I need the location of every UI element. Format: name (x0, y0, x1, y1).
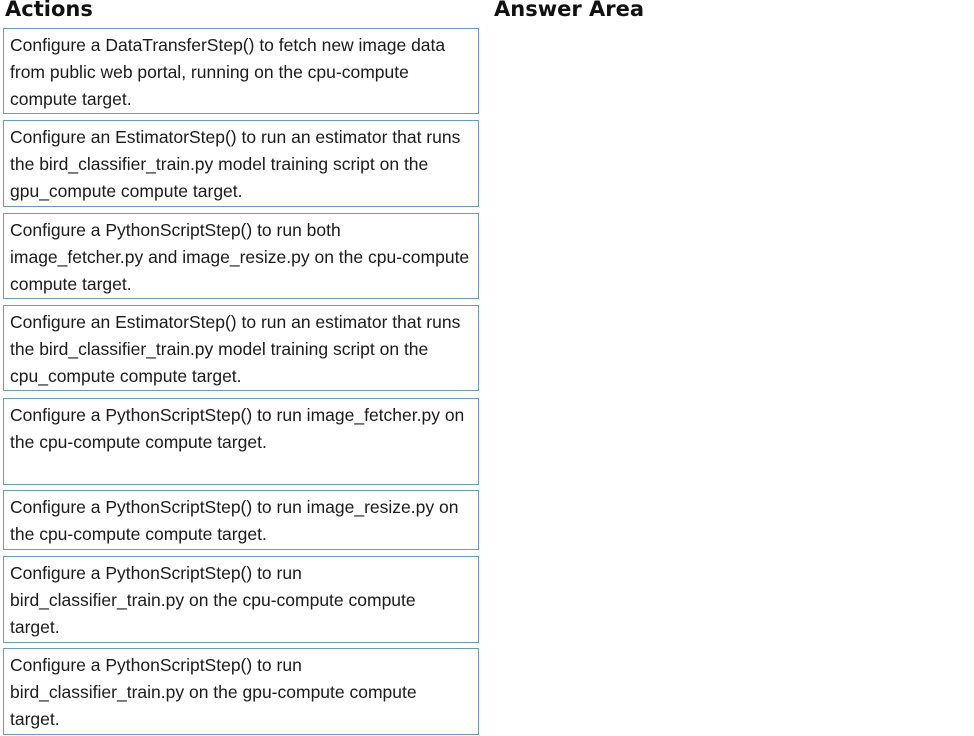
actions-heading: Actions (5, 0, 93, 21)
answer-area-heading: Answer Area (494, 0, 645, 21)
action-card-python-train-cpu[interactable]: Configure a PythonScriptStep() to run bird_classifier_train.py on the cpu-compute compute target. (3, 556, 479, 643)
action-card-estimator-gpu[interactable]: Configure an EstimatorStep() to run an estimator that runs the bird_classifier_train.py model training script on the gpu_compute compute target. (3, 120, 479, 207)
action-card-python-fetch-resize[interactable]: Configure a PythonScriptStep() to run both image_fetcher.py and image_resize.py on the cpu-compute compute target. (3, 213, 479, 299)
answer-area-dropzone[interactable] (488, 24, 968, 730)
action-card-estimator-cpu[interactable]: Configure an EstimatorStep() to run an estimator that runs the bird_classifier_train.py model training script on the cpu_compute compute target. (3, 305, 479, 391)
action-card-datatransfer-fetch[interactable]: Configure a DataTransferStep() to fetch new image data from public web portal, running on the cpu-compute compute target. (3, 28, 479, 114)
action-card-python-fetcher[interactable]: Configure a PythonScriptStep() to run image_fetcher.py on the cpu-compute compute target. (3, 398, 479, 485)
action-card-python-train-gpu[interactable]: Configure a PythonScriptStep() to run bird_classifier_train.py on the gpu-compute compute target. (3, 648, 479, 735)
action-card-python-resize[interactable]: Configure a PythonScriptStep() to run image_resize.py on the cpu-compute compute target. (3, 490, 479, 550)
actions-list (0, 0, 486, 736)
